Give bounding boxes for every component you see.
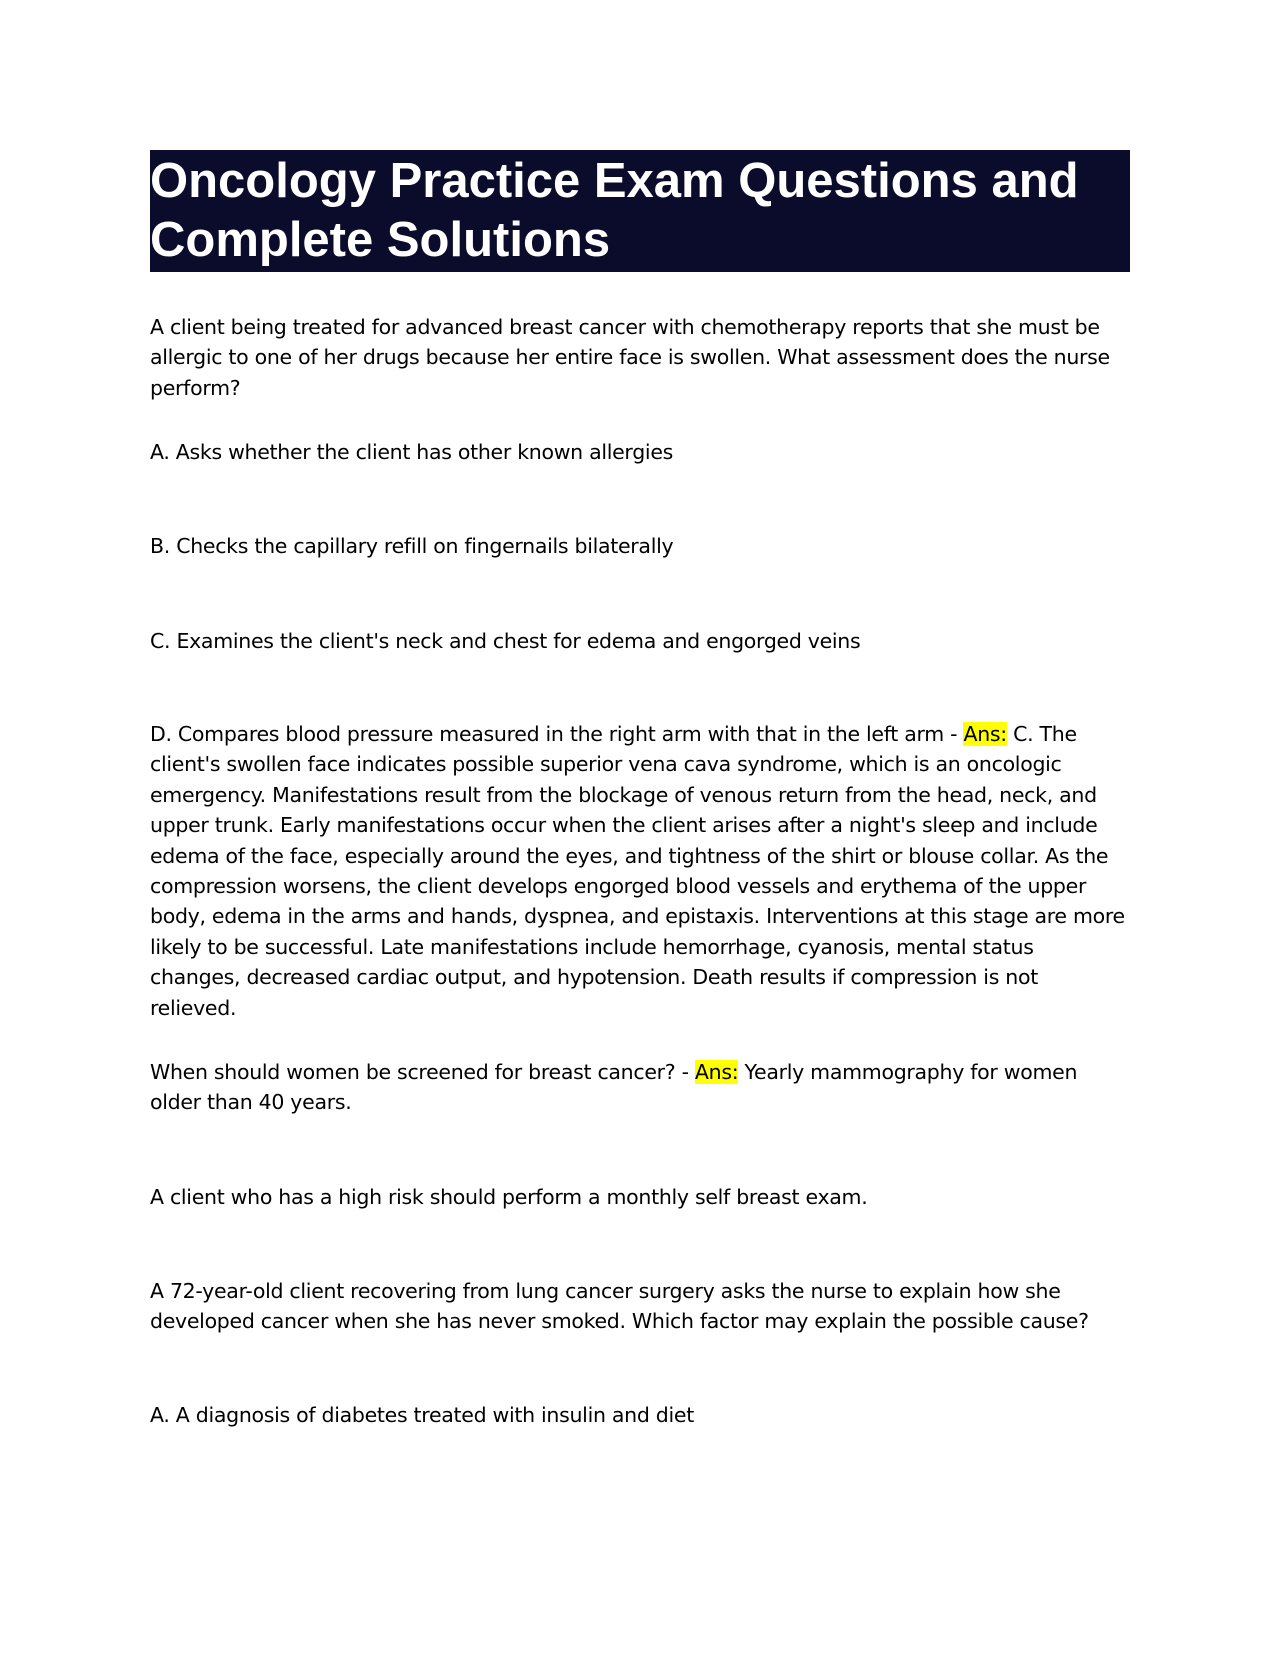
question-1-option-c: C. Examines the client's neck and chest for edema and engorged veins: [150, 629, 861, 653]
answer-marker-highlight: Ans:: [963, 722, 1007, 746]
question-2-note: A client who has a high risk should perform a monthly self breast exam.: [150, 1185, 868, 1209]
question-1-answer: C. The client's swollen face indicates possible superior vena cava syndrome, which is an oncologic emergency. Manifestations result from the blockage of venous return from the head, neck, and upper trunk. Early manifestations occur when the client arises after a night's sleep and include edema of the face, especially around the eyes, and tightness of the shirt or blouse collar. As the compression worsens, the client develops engorged blood vessels and erythema of the upper body, edema in the arms and hands, dyspnea, and epistaxis. Interventions at this stage are more likely to be successful. Late manifestations include hemorrhage, cyanosis, mental status changes, decreased cardiac output, and hypotension. Death results if compression is not relieved.: [150, 722, 1125, 1020]
question-1-stem: A client being treated for advanced breast cancer with chemotherapy reports that she must be allergic to one of her drugs because her entire face is swollen. What assessment does the nurse perform?: [150, 315, 1110, 400]
question-2-answer: Yearly mammography for women older than 40 years.: [150, 1060, 1078, 1115]
question-1-option-b: B. Checks the capillary refill on fingernails bilaterally: [150, 534, 674, 558]
question-1-option-d-and-answer: [150, 719, 1130, 1023]
question-2-stem-and-answer: [150, 1057, 1130, 1118]
document-page: [150, 150, 1130, 1427]
question-1-option-d: D. Compares blood pressure measured in the right arm with that in the left arm -: [150, 722, 958, 746]
answer-marker-highlight: Ans:: [694, 1060, 739, 1084]
question-3-stem: A 72-year-old client recovering from lung cancer surgery asks the nurse to explain how she developed cancer when she has never smoked. Which factor may explain the possible cause?: [150, 1279, 1089, 1334]
title-banner: [150, 150, 1130, 272]
question-3-option-a: A. A diagnosis of diabetes treated with insulin and diet: [150, 1403, 694, 1427]
document-title: Oncology Practice Exam Questions and Complete Solutions: [150, 154, 1079, 267]
question-2-stem: When should women be screened for breast cancer? -: [150, 1060, 689, 1084]
question-1-option-a: A. Asks whether the client has other known allergies: [150, 440, 674, 464]
